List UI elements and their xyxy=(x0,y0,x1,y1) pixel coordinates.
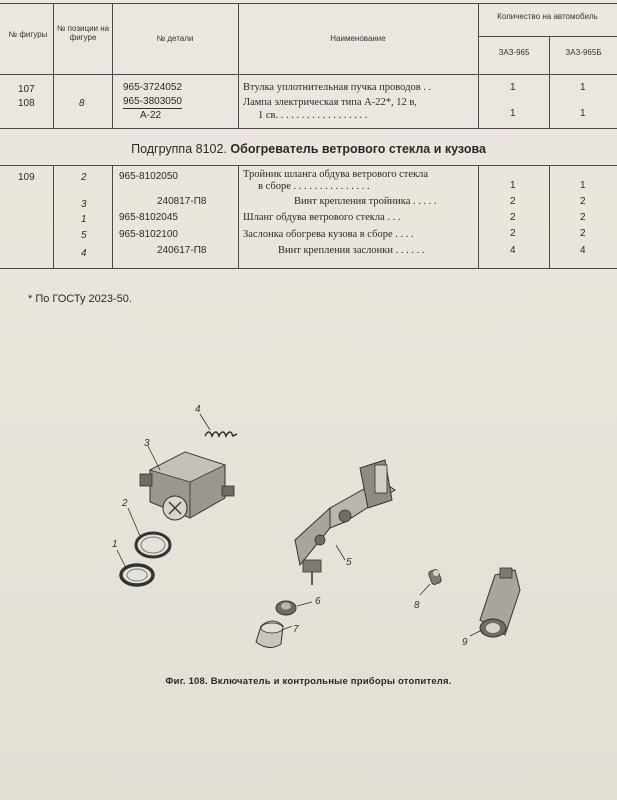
row107-q2: 1 xyxy=(580,82,586,93)
rowb5-q1: 4 xyxy=(510,245,516,256)
table-bottom-top-section xyxy=(0,128,617,129)
part-9-lamp-holder xyxy=(480,568,520,637)
rowb5-q2: 4 xyxy=(580,245,586,256)
row108-part xyxy=(123,96,182,108)
leader-3 xyxy=(148,446,160,470)
leader-7 xyxy=(282,626,292,630)
row107-part: 965-3724052 xyxy=(123,82,182,93)
rowb2-name: Винт крепления тройника . . . . . xyxy=(294,196,437,207)
header-position: № позиции на фигуре xyxy=(56,24,110,42)
row108-part-number: 965-3803050 xyxy=(123,96,182,107)
heater-switch-illustration xyxy=(0,390,617,690)
col-divider-2b xyxy=(112,165,113,268)
col-divider-3 xyxy=(238,3,239,128)
figure-label-4: 4 xyxy=(195,404,201,415)
col-divider-1 xyxy=(53,3,54,128)
col-divider-4b xyxy=(478,165,479,268)
table-bottom-border xyxy=(0,268,617,269)
col-divider-4 xyxy=(478,3,479,128)
row108-pos: 8 xyxy=(79,98,85,109)
rowb3-q1: 2 xyxy=(510,212,516,223)
row108-fig: 108 xyxy=(18,98,35,109)
table-subgroup-bottom xyxy=(0,165,617,166)
row109-part: 965-8102050 xyxy=(119,171,178,182)
rowb3-q2: 2 xyxy=(580,212,586,223)
leader-8 xyxy=(420,584,430,595)
leader-9 xyxy=(470,630,482,636)
qty-subheader-line xyxy=(478,36,617,37)
rowb3-part: 965-8102045 xyxy=(119,212,178,223)
row108-name: Лампа электрическая типа А-22*, 12 в, xyxy=(243,97,417,108)
subgroup-title: Обогреватель ветрового стекла и кузова xyxy=(230,142,486,156)
leader-4 xyxy=(200,414,210,430)
rowb4-q2: 2 xyxy=(580,228,586,239)
rowb4-part: 965-8102100 xyxy=(119,229,178,240)
header-part-no: № детали xyxy=(156,34,194,43)
rowb3-name: Шланг обдува ветрового стекла . . . xyxy=(243,212,401,223)
rowb5-part: 240617-П8 xyxy=(157,245,207,256)
header-qty: Количество на автомобиль xyxy=(497,12,598,21)
row109-fig: 109 xyxy=(18,172,35,183)
part-3-switch-body xyxy=(140,452,234,520)
rowb2-part: 240817-П8 xyxy=(157,196,207,207)
figure-label-3: 3 xyxy=(144,438,150,449)
subgroup-prefix: Подгруппа 8102. xyxy=(131,142,227,156)
figure-label-5: 5 xyxy=(346,557,352,568)
subgroup-heading xyxy=(0,142,617,156)
part-4-spring xyxy=(205,432,237,436)
part-7-knob xyxy=(256,621,283,648)
col-divider-3b xyxy=(238,165,239,268)
col-divider-5b xyxy=(549,165,550,268)
rowb2-pos: 3 xyxy=(81,199,87,210)
rowb5-name: Винт крепления заслонки . . . . . . xyxy=(278,245,425,256)
figure-label-7: 7 xyxy=(293,624,299,635)
leader-6 xyxy=(297,602,312,606)
rowb4-q1: 2 xyxy=(510,228,516,239)
row109-q1: 1 xyxy=(510,180,516,191)
figure-label-1: 1 xyxy=(112,539,118,550)
row107-q1: 1 xyxy=(510,82,516,93)
header-zaz965b: ЗАЗ-965Б xyxy=(565,48,602,57)
row108-part2: А-22 xyxy=(140,110,162,121)
leader-2 xyxy=(128,508,140,536)
leader-1 xyxy=(117,550,126,568)
col-divider-1b xyxy=(53,165,54,268)
table-header-bottom xyxy=(0,74,617,75)
figure-label-2: 2 xyxy=(122,498,128,509)
row109-pos: 2 xyxy=(81,172,87,183)
rowb2-q1: 2 xyxy=(510,196,516,207)
header-fig-no: № фигуры xyxy=(8,30,48,39)
rowb2-q2: 2 xyxy=(580,196,586,207)
row108-name2: 1 св. . . . . . . . . . . . . . . . . . xyxy=(258,110,368,121)
row107-name: Втулка уплотнительная пучка проводов . . xyxy=(243,82,432,93)
part-5-damper-assembly xyxy=(295,460,395,585)
rowb5-pos: 4 xyxy=(81,248,87,259)
header-zaz965: ЗАЗ-965 xyxy=(498,48,530,57)
col-divider-2 xyxy=(112,3,113,128)
figure-caption: Фиг. 108. Включатель и контрольные приборы отопителя. xyxy=(165,676,452,687)
row108-q1: 1 xyxy=(510,108,516,119)
col-divider-5 xyxy=(549,36,550,128)
row109-q2: 1 xyxy=(580,180,586,191)
leader-5 xyxy=(336,545,345,560)
footnote: * По ГОСТу 2023-50. xyxy=(28,293,132,305)
table-top-border xyxy=(0,3,617,4)
figure-label-9: 9 xyxy=(462,637,468,648)
row108-q2: 1 xyxy=(580,108,586,119)
part-6-nut xyxy=(276,601,296,615)
rowb4-pos: 5 xyxy=(81,230,87,241)
figure-label-6: 6 xyxy=(315,596,321,607)
header-name: Наименование xyxy=(330,34,386,43)
figure-label-8: 8 xyxy=(414,600,420,611)
part-8-lamp xyxy=(428,569,442,586)
rowb3-pos: 1 xyxy=(81,214,87,225)
row107-fig: 107 xyxy=(18,84,35,95)
rowb4-name: Заслонка обогрева кузова в сборе . . . . xyxy=(243,229,414,240)
row109-name2: в сборе . . . . . . . . . . . . . . . xyxy=(258,181,370,192)
row109-name: Тройник шланга обдува ветрового стекла xyxy=(243,169,429,180)
